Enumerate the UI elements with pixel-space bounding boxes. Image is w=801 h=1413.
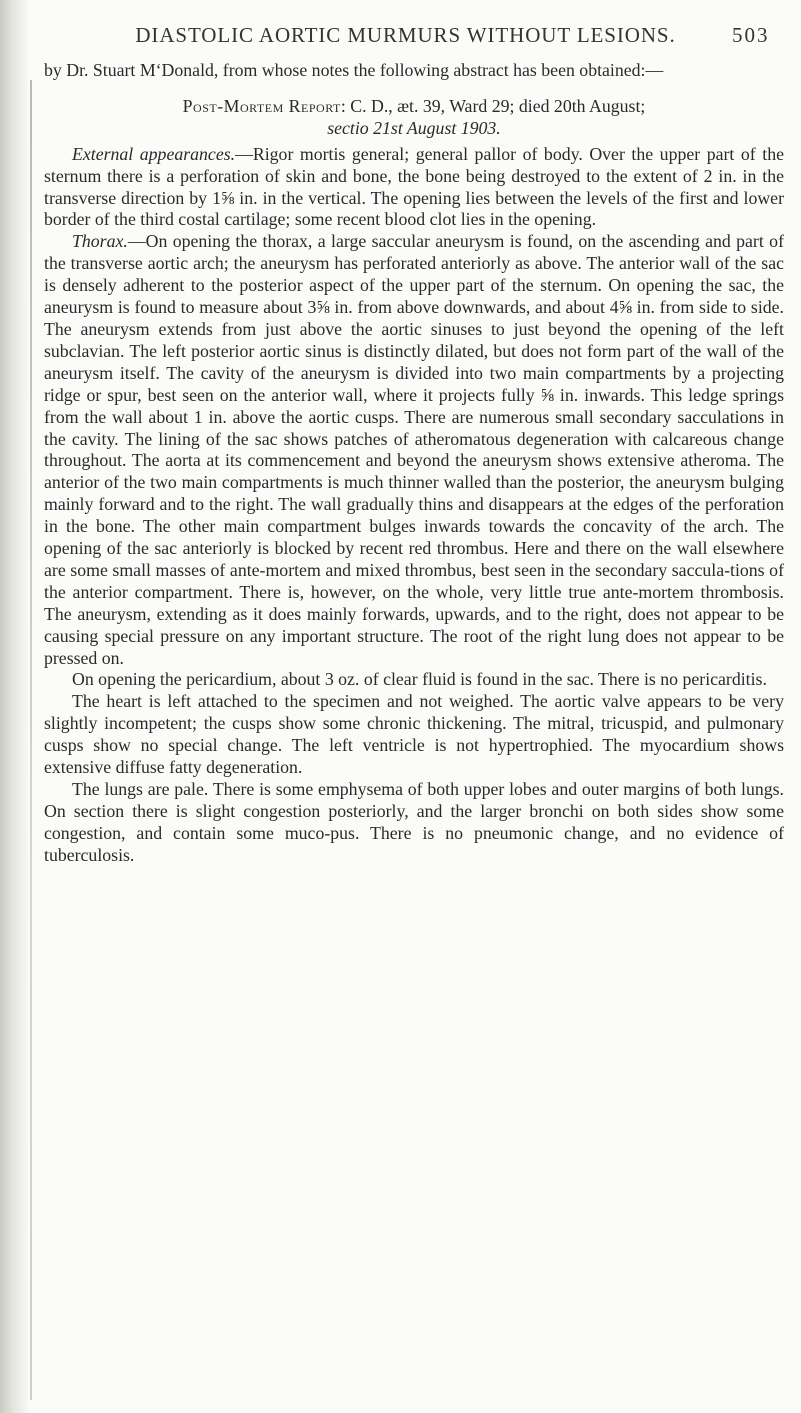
thorax-text: —On opening the thorax, a large saccular aneurysm is found, on the ascending and part of the transverse aortic arch; the aneurysm has perforated anteriorly as above. The anterior wall of the sac is densely adherent to the posterior aspect of the upper part of the sternum. On opening the sac, the aneurysm is found to measure about 3⅝ in. from above downwards, and about 4⅝ in. from side to side. The aneurysm extends from just above the aortic sinuses to just beyond the opening of the left subclavian. The left posterior aortic sinus is distinctly dilated, but does not form part of the wall of the aneurysm itself. The cavity of the aneurysm is divided into two main compartments by a projecting ridge or spur, best seen on the anterior wall, where it projects fully ⅝ in. inwards. This ledge springs from the wall about 1 in. above the aortic cusps. There are numerous small secondary sacculations in the cavity. The lining of the sac shows patches of atheromatous degeneration with calcareous change throughout. The aorta at its commencement and beyond the aneurysm shows extensive atheroma. The anterior of the two main compartments is much thinner walled than the posterior, the aneurysm bulging mainly forward and to the right. The wall gradually thins and disappears at the edges of the perforation in the bone. The other main compartment bulges inwards towards the concavity of the arch. The opening of the sac anteriorly is blocked by recent red thrombus. Here and there on the wall elsewhere are some small masses of ante-mortem and mixed thrombus, best seen in the secondary saccula-tions of the anterior compartment. There is, however, on the whole, very little true ante-mortem thrombosis. The aneurysm, extending as it does mainly forwards, upwards, and to the right, does not appear to be causing special pressure on any important structure. The root of the right lung does not appear to be pressed on. [44,231,784,668]
external-appearances-heading: External appearances. [72,143,236,164]
page-gutter-shadow [0,0,28,1413]
lungs-paragraph: The lungs are pale. There is some emphysema of both upper lobes and outer margins of both lungs. On section there is slight congestion posteriorly, and the larger bronchi on both sides show some congestion, and contain some muco-pus. There is no pneumonic change, and no evidence of tuberculosis. [44,779,784,865]
report-heading [44,96,784,118]
heart-paragraph: The heart is left attached to the specimen and not weighed. The aortic valve appears to be very slightly incompetent; the cusps show some chronic thickening. The mitral, tricuspid, and pulmonary cusps show no special change. The left ventricle is not hypertrophied. The myocardium shows extensive diffuse fatty degeneration. [44,691,784,778]
pericardium-paragraph: On opening the pericardium, about 3 oz. of clear fluid is found in the sac. There is no pericarditis. [72,669,767,690]
report-title: Post-Mortem Report [182,95,341,116]
running-title: DIASTOLIC AORTIC MURMURS WITHOUT LESIONS. [135,23,676,47]
intro-paragraph: by Dr. Stuart M‘Donald, from whose notes the following abstract has been obtained:— [44,60,664,80]
report-sectio-date: sectio 21st August 1903. [327,117,501,138]
external-appearances-paragraph [44,144,784,232]
thorax-paragraph [44,231,784,669]
body-text [44,60,784,867]
thorax-heading: Thorax. [72,231,128,252]
gutter-edge [30,80,32,1400]
report-details: : C. D., æt. 39, Ward 29; died 20th August; [340,95,646,116]
external-appearances-text: —Rigor mortis general; general pallor of body. Over the upper part of the sternum there is a perforation of skin and bone, the bone being destroyed to the extent of 2 in. in the transverse direction by 1⅝ in. in the vertical. The opening lies between the levels of the first and lower border of the third costal cartilage; some recent blood clot lies in the opening. [44,143,784,230]
page-number: 503 [732,23,770,47]
